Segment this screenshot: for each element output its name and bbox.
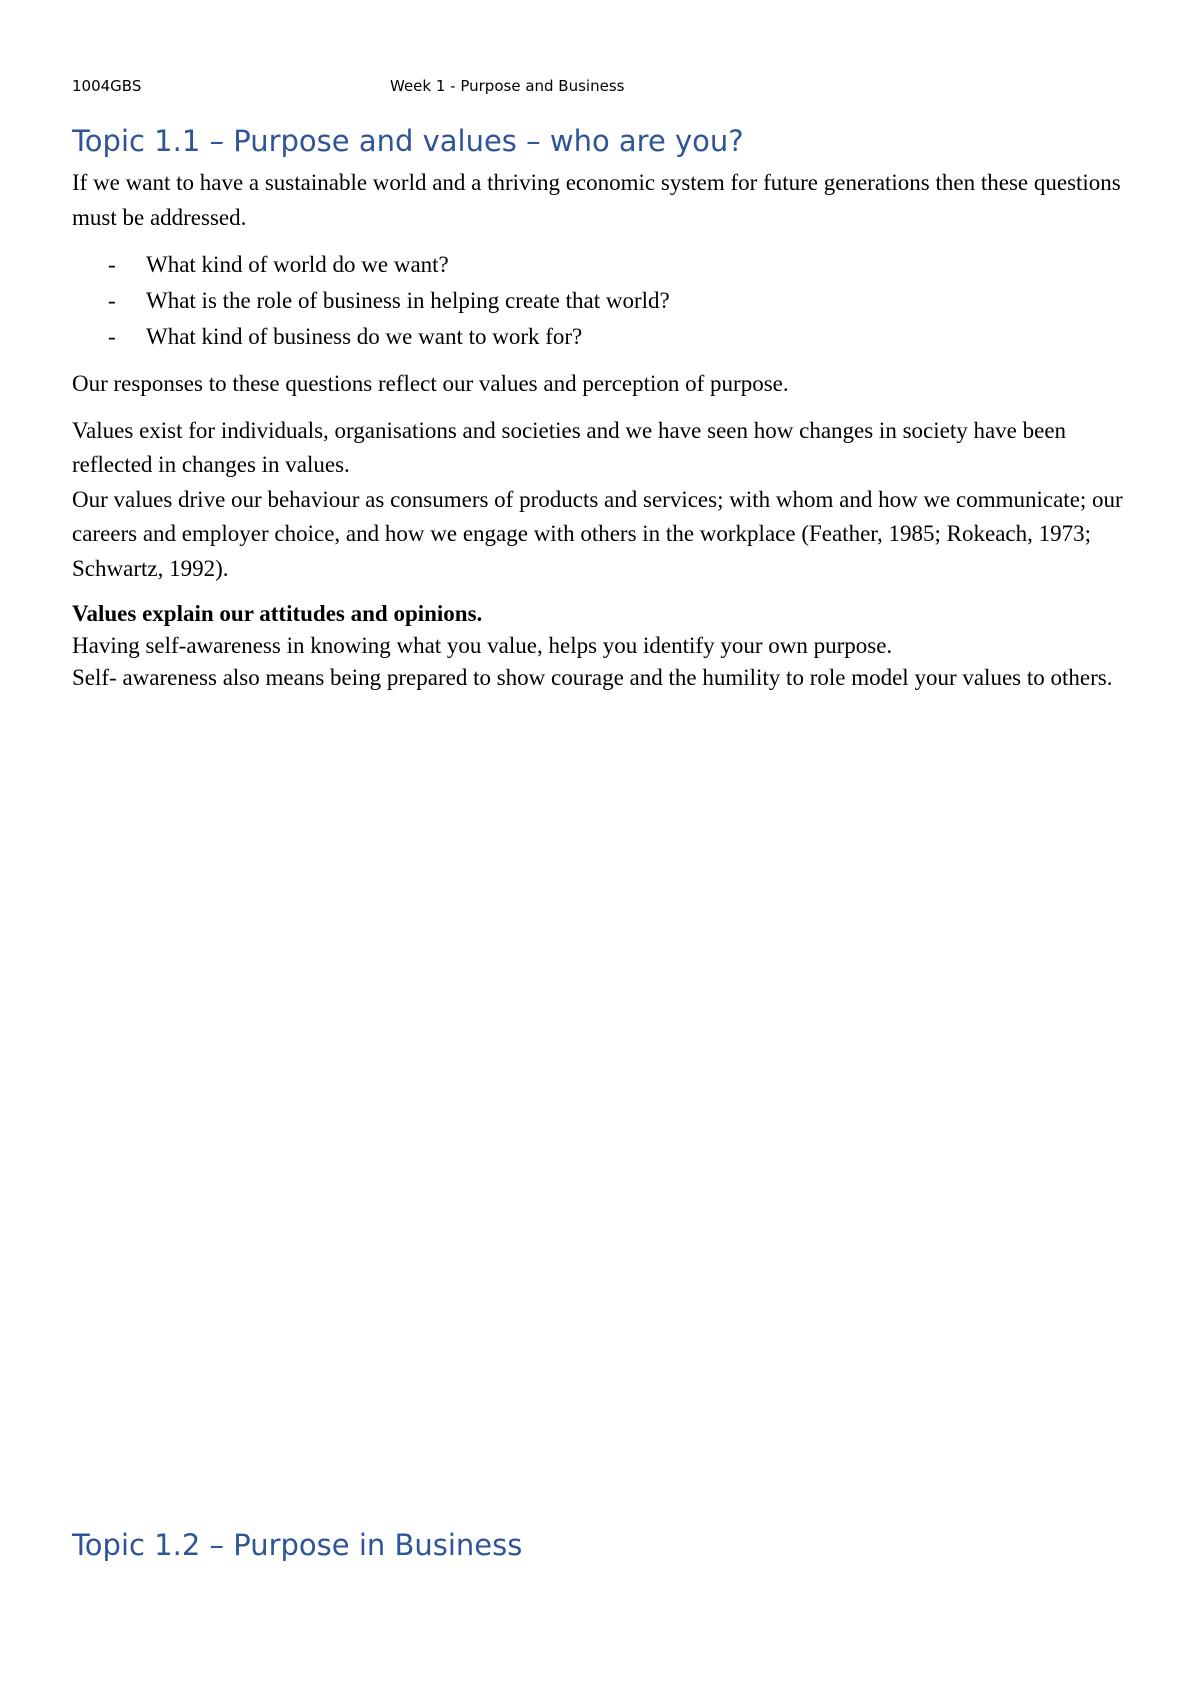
question-text: What is the role of business in helping create that world? (146, 288, 670, 313)
list-item (72, 283, 1142, 319)
topic-1-1-body (72, 166, 1142, 694)
self-awareness-paragraph: Having self-awareness in knowing what you value, helps you identify your own purpose. (72, 633, 893, 658)
intro-paragraph: If we want to have a sustainable world and a thriving economic system for future generations then these questions must be addressed. (72, 170, 1121, 230)
question-text: What kind of business do we want to work for? (146, 324, 583, 349)
questions-list (72, 247, 1142, 355)
question-text: What kind of world do we want? (146, 252, 449, 277)
header-course-code: 1004GBS (72, 77, 142, 95)
topic-1-1-heading: Topic 1.1 – Purpose and values – who are you? (72, 124, 744, 158)
responses-paragraph: Our responses to these questions reflect our values and perception of purpose. (72, 371, 789, 396)
self-awareness-paragraph-2: Self- awareness also means being prepared to show courage and the humility to role model your values to others. (72, 665, 1113, 690)
bullet-dash: - (108, 288, 116, 313)
list-item (72, 319, 1142, 355)
bullet-dash: - (108, 252, 116, 277)
header-week-title: Week 1 - Purpose and Business (390, 77, 625, 95)
values-drive-paragraph: Our values drive our behaviour as consumers of products and services; with whom and how we communicate; our careers and employer choice, and how we engage with others in the workplace (Feather, 1985; Rokeach, 1973; Schwartz, 1992). (72, 486, 1123, 581)
list-item (72, 247, 1142, 283)
values-explain-heading: Values explain our attitudes and opinions. (72, 601, 483, 626)
bullet-dash: - (108, 324, 116, 349)
values-exist-paragraph: Values exist for individuals, organisations and societies and we have seen how changes in society have been reflected in changes in values. (72, 417, 1067, 477)
topic-1-2-heading: Topic 1.2 – Purpose in Business (72, 1528, 523, 1562)
